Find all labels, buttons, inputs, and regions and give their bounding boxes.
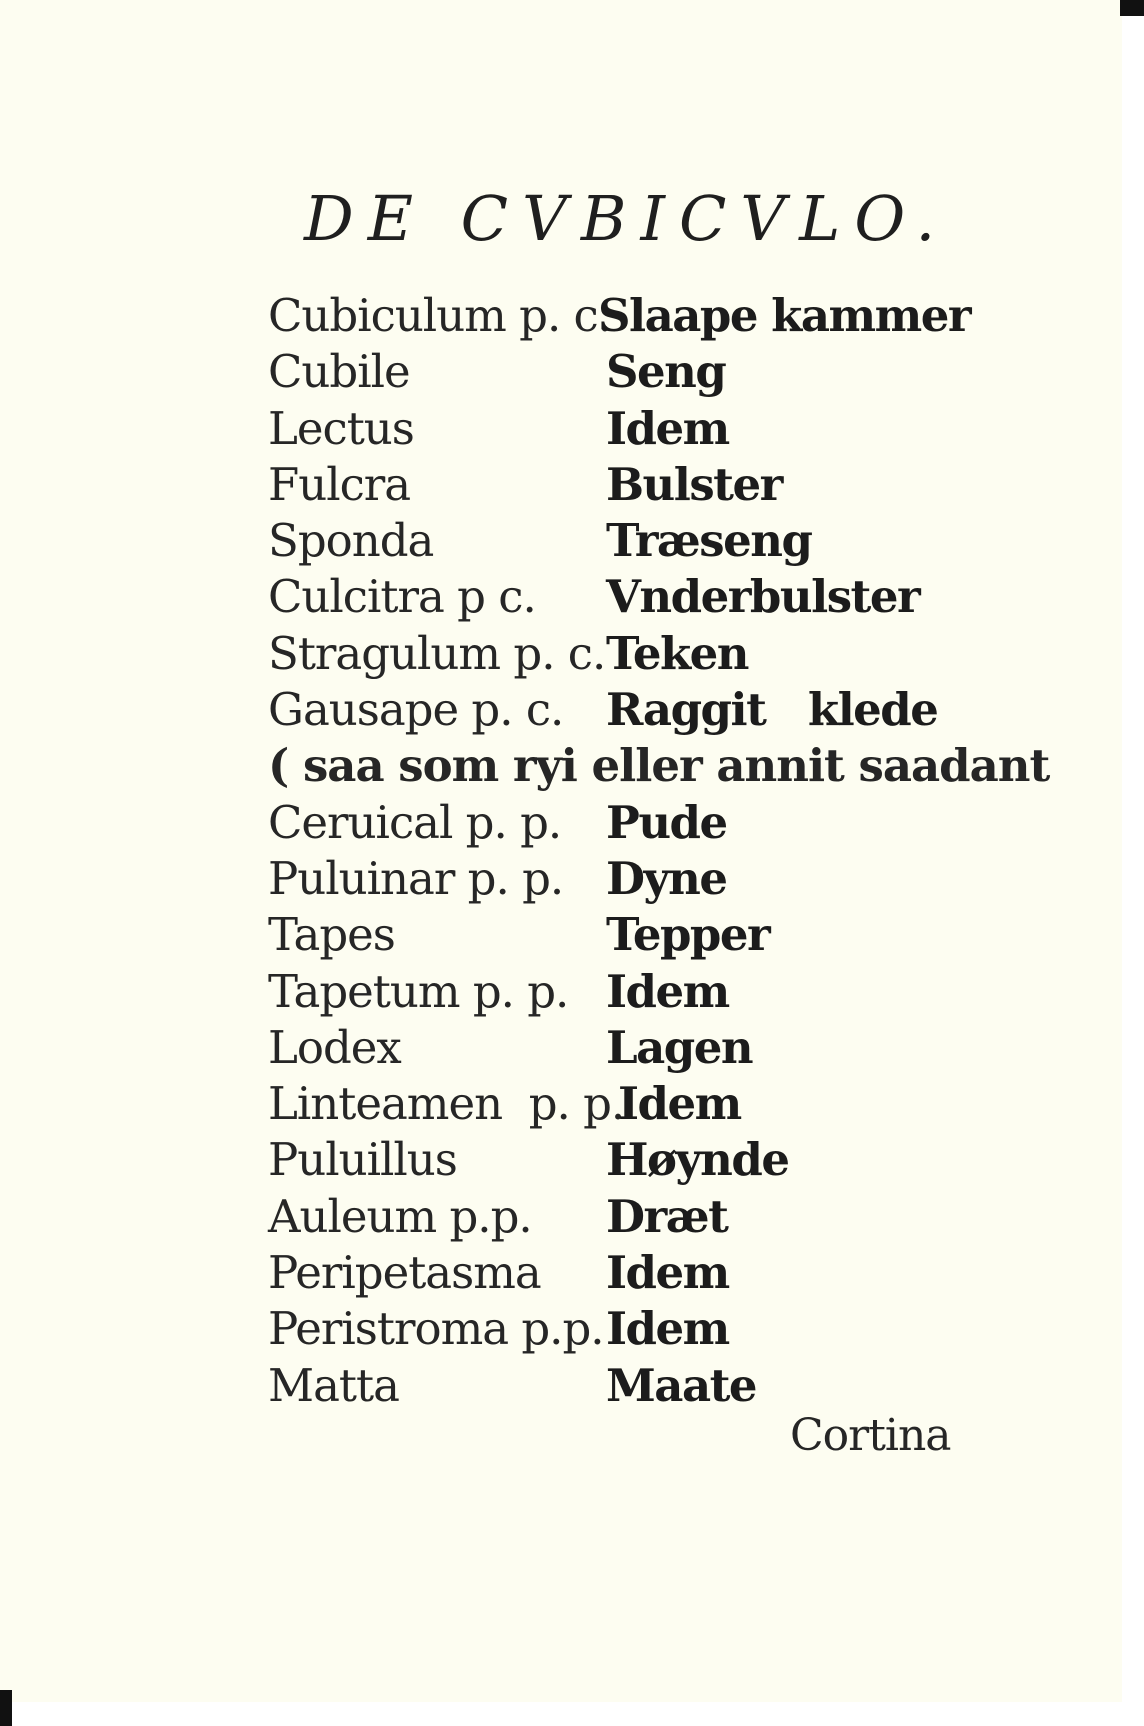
glossary-note	[268, 738, 1050, 794]
danish-term: Slaape kammer	[598, 289, 971, 342]
danish-term: Dyne	[606, 851, 727, 905]
glossary-entry	[268, 682, 988, 738]
danish-term: Teken	[606, 626, 748, 680]
scan-edge-mark	[1120, 0, 1144, 16]
latin-term: Auleum p.p.	[268, 1189, 532, 1243]
latin-term: Peristroma p.p.	[268, 1302, 604, 1356]
danish-term: Idem	[606, 401, 729, 455]
danish-term: Idem	[618, 1077, 741, 1131]
latin-term: Lodex	[268, 1020, 401, 1074]
latin-term: Lectus	[268, 401, 414, 455]
danish-term: Idem	[606, 1246, 729, 1300]
glossary-entry	[268, 851, 988, 907]
danish-term: Lagen	[606, 1020, 753, 1074]
glossary-entry	[268, 513, 988, 569]
chapter-title: DE CVBICVLO.	[304, 181, 950, 255]
latin-term: Ceruical p. p.	[268, 795, 562, 849]
glossary-entry	[268, 1245, 988, 1301]
latin-term: Culcitra p c.	[268, 570, 536, 624]
latin-term: Sponda	[268, 514, 434, 568]
catchword: Cortina	[790, 1410, 951, 1461]
danish-term: Bulster	[606, 457, 782, 511]
glossary-entry	[268, 795, 988, 851]
glossary-entry	[268, 457, 988, 513]
glossary-entry	[268, 1020, 988, 1076]
glossary-entry	[268, 569, 988, 625]
note-text: ( saa som ryi eller annit saadant	[268, 739, 1050, 793]
latin-term: Puluinar p. p.	[268, 851, 564, 905]
glossary-entry	[268, 1189, 988, 1245]
glossary-entry	[268, 964, 988, 1020]
glossary-entry	[268, 401, 988, 457]
latin-term: Puluillus	[268, 1133, 457, 1187]
latin-term: Peripetasma	[268, 1246, 541, 1300]
glossary-entry	[268, 1301, 988, 1357]
scan-edge-mark	[0, 1690, 12, 1726]
danish-term: Pude	[606, 795, 727, 849]
latin-term: Stragulum p. c.	[268, 626, 606, 680]
glossary-entry	[268, 1132, 988, 1188]
danish-term: Høynde	[606, 1133, 789, 1187]
latin-term: Cubile	[268, 345, 410, 399]
danish-term: Seng	[606, 345, 726, 399]
glossary-entry	[268, 1358, 988, 1414]
danish-term: Raggit klede	[606, 683, 938, 737]
danish-term: Idem	[606, 964, 729, 1018]
glossary-entry	[268, 1076, 988, 1132]
latin-term: Gausape p. c.	[268, 683, 564, 737]
danish-term: Maate	[606, 1358, 757, 1412]
latin-term: Linteamen p. p.	[268, 1077, 625, 1131]
danish-term: Vnderbulster	[606, 570, 920, 624]
glossary-entry	[268, 288, 988, 344]
latin-term: Matta	[268, 1358, 399, 1412]
glossary-entry	[268, 907, 988, 963]
glossary-entry	[268, 626, 988, 682]
danish-term: Træseng	[606, 514, 812, 568]
latin-term: Cubiculum p. c.	[268, 289, 612, 342]
latin-term: Fulcra	[268, 457, 411, 511]
danish-term: Dræt	[606, 1189, 728, 1243]
danish-term: Tepper	[606, 908, 770, 962]
glossary-list	[268, 288, 1050, 1414]
danish-term: Idem	[606, 1302, 729, 1356]
glossary-entry	[268, 344, 988, 400]
chapter-heading	[268, 178, 950, 258]
latin-term: Tapetum p. p.	[268, 964, 569, 1018]
latin-term: Tapes	[268, 908, 395, 962]
